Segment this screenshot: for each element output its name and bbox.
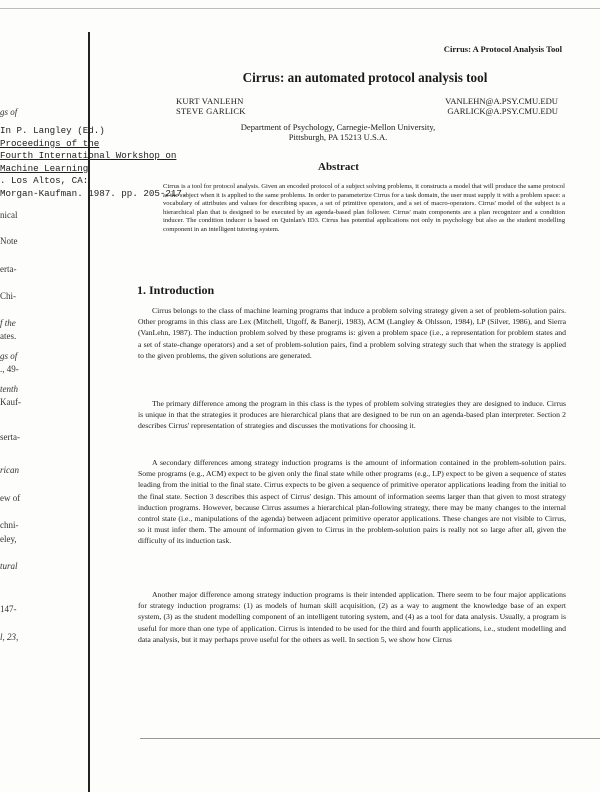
margin-fragment: eley,	[0, 534, 17, 544]
margin-fragment: ., 49-	[0, 364, 19, 374]
ref-line2-link: Fourth International Workshop on	[0, 150, 177, 161]
bottom-rule	[140, 738, 600, 739]
paragraph-1: Cirrus belongs to the class of machine learning programs that induce a problem solving strategy given a set of problem-solution pairs. Other programs in this class are Lex (Mitchell, Utgoff, & Banerji, 1983), ACM (Langley & Ohlsson, 1984), LP (Silver, 1986), and Sierra (VanLehn, 1987). The induction problem solved by these programs is: given a problem space (i.e., a representation for problem states and a set of state-change operators) and a set of problem-solution pairs, find a problem solving strategy such that when the strategy is applied to the given problems, the given solutions are generated.	[138, 306, 566, 360]
margin-fragment: Kauf-	[0, 397, 21, 407]
margin-fragment: f the	[0, 318, 16, 328]
margin-fragment: l, 23,	[0, 632, 19, 642]
author-2: STEVE GARLICK	[176, 106, 246, 116]
ref-line4: Morgan-Kaufman. 1987. pp. 205-217.	[0, 187, 188, 199]
margin-fragment: ates.	[0, 331, 17, 341]
margin-fragment: serta-	[0, 432, 20, 442]
margin-fragment: chni-	[0, 520, 19, 530]
abstract-text: Cirrus is a tool for protocol analysis. Given an encoded protocol of a subject solving problems, it constructs a model that will produce the same protocol as the subject when it is applied to the same problems. In order to parameterize Cirrus for a task domain, the user must supply it with a problem space: a vocabulary of attributes and values for describing spaces, a set of primitive operators, and a set of macro-operators. Cirrus' model of the subject is a hierarchical plan that is designed to be executed by an agenda-based plan follower. Cirrus' main components are a plan recognizer and a condition inducer. The condition inducer is based on Quinlan's ID3. Cirrus has potential applications not only in psychology but also as the student modelling component in an intelligent tutoring system.	[163, 183, 565, 233]
margin-fragment: ew of	[0, 493, 21, 503]
paragraph-4: Another major difference among strategy induction programs is their intended application. There seem to be four major applications for strategy induction programs: (1) as models of human skill acquisition, (2) as a way to augment the knowledge base of an expert system, (3) as the student modelling component of an intelligent tutoring system, and (4) as a tool for data analysis. Usually, a program is useful for more than one type of application. Cirrus is intended to be used for the third and fourth applications, i.e., student modelling and data analysis, but it may perhaps prove useful for the others as well. In section 5, we show how Cirrus	[138, 590, 566, 644]
paper-title: Cirrus: an automated protocol analysis tool	[242, 70, 488, 85]
ref-line1-link: Proceedings of the	[0, 137, 100, 149]
affiliation-line-1: Department of Psychology, Carnegie-Mellon University,	[240, 122, 436, 132]
ref-line3-suffix: . Los Altos, CA:	[0, 175, 89, 186]
top-rule	[0, 8, 600, 9]
affiliation	[218, 122, 458, 142]
margin-fragment: nical	[0, 210, 18, 220]
paragraph-2: The primary difference among the program in this class is the types of problem solving strategies they are designed to induce. Cirrus is unique in that the strategies it produces are hierarchical plans that are designed to be run on an agenda-based plan interpreter. Section 2 describes Cirrus' representation of strategies and discusses the motivations for choosing it.	[138, 399, 566, 431]
margin-fragment: Chi-	[0, 291, 17, 301]
margin-fragment: erta-	[0, 264, 17, 274]
affiliation-line-2: Pittsburgh, PA 15213 U.S.A.	[288, 132, 388, 142]
margin-fragment: tenth	[0, 384, 18, 394]
paragraph-3: A secondary differences among strategy induction programs is the amount of information contained in the problem-solution pairs. Some programs (e.g., ACM) expect to be given only the final state while other programs (e.g., LP) expect to be given a sequence of states leading from the initial to the final state. Cirrus expects to be given a sequence of primitive operator applications leading from the initial to the final state. Section 3 describes this aspect of Cirrus' design. This amount of information seems larger than that given to most strategy induction programs. However, because Cirrus assumes a hierarchical plan-following strategy, there may be many changes to the internal control state (i.e., manipulations of the agenda) between adjacent primitive operator applications. These changes are not visible to Cirrus, so it must infer them. The amount of information given to Cirrus in the problem-solution pairs is really not so large after all, given the difficulty of its induction task.	[138, 458, 566, 546]
email-1: VANLEHN@A.PSY.CMU.EDU	[445, 96, 558, 106]
authors-names	[176, 96, 246, 116]
abstract-heading: Abstract	[318, 161, 359, 173]
margin-fragment: tural	[0, 561, 18, 571]
running-head: Cirrus: A Protocol Analysis Tool	[443, 44, 562, 54]
section-heading: 1. Introduction	[137, 283, 215, 297]
ref-line3-link: Machine Learning	[0, 162, 89, 174]
margin-fragment: 147-	[0, 604, 17, 614]
margin-fragment: Note	[0, 236, 18, 246]
ref-line1-prefix: In P. Langley (Ed.)	[0, 125, 105, 136]
authors-emails	[445, 96, 558, 116]
author-1: KURT VANLEHN	[176, 96, 244, 106]
margin-fragment: rican	[0, 465, 19, 475]
margin-fragment: gs of	[0, 351, 18, 361]
margin-fragment: gs of	[0, 107, 18, 117]
email-2: GARLICK@A.PSY.CMU.EDU	[447, 106, 558, 116]
